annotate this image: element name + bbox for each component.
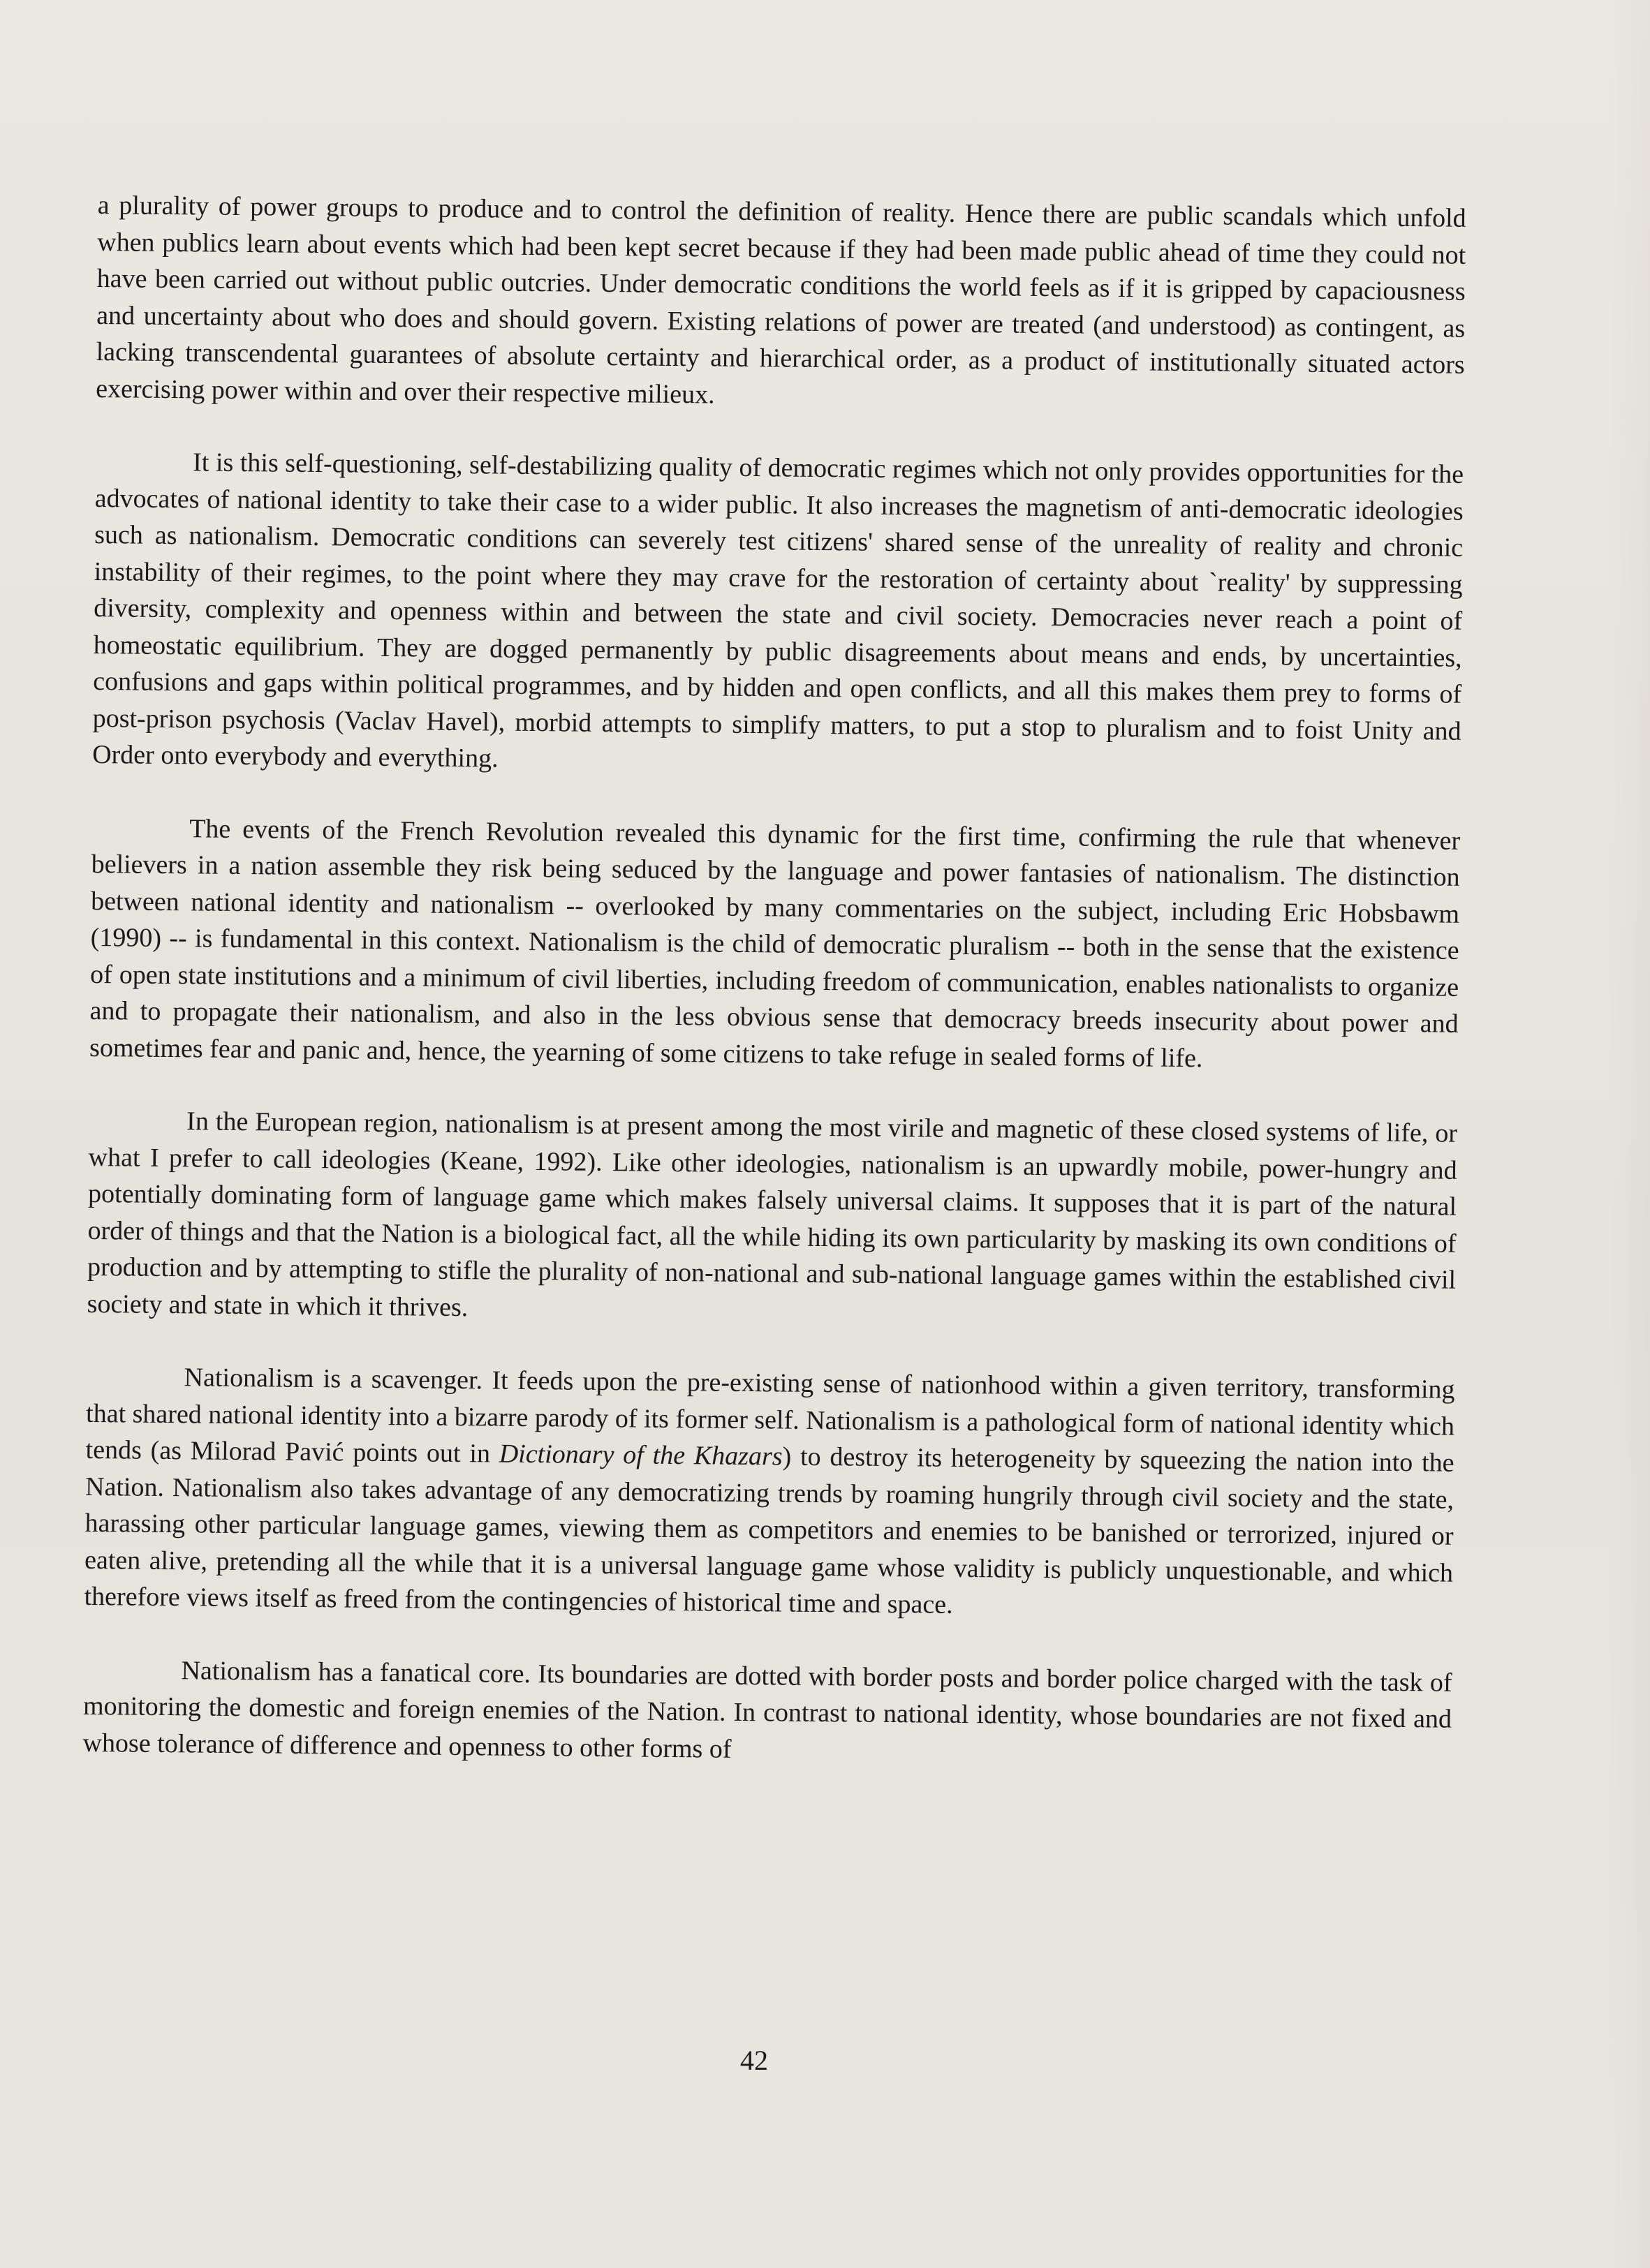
paragraph-2: It is this self-questioning, self-destabilizing quality of democratic regimes which not only provides opportunities for the advocates of national identity to take their case to a wider public. It also increases the magnetism of anti-democratic ideologies such as nationalism. Democratic conditions can severely test citizens' shared sense of the unreality of reality and chronic instability of their regimes, to the point where they may crave for the restoration of certainty about `reality' by suppressing diversity, complexity and openness within and between the state and civil society. Democracies never reach a point of homeostatic equilibrium. They are dogged permanently by public disagreements about means and ends, by uncertainties, confusions and gaps within political programmes, and by hidden and open conflicts, and all this makes them prey to forms of post-prison psychosis (Vaclav Havel), morbid attempts to simplify matters, to put a stop to pluralism and to foist Unity and Order onto everybody and everything.: [91, 447, 1464, 773]
paragraph-3: The events of the French Revolution revealed this dynamic for the first time, confirming the rule that whenever believers in a nation assemble they risk being seduced by the language and power fantasies of nationalism. The distinction between national identity and nationalism -- overlooked by many commentaries on the subject, including Eric Hobsbawm (1990) -- is fundamental in this context. Nationalism is the child of democratic pluralism -- both in the sense that the existence of open state institutions and a minimum of civil liberties, including freedom of communication, enables nationalists to organize and to propagate their nationalism, and also in the less obvious sense that democracy breeds insecurity about power and sometimes fear and panic and, hence, the yearning of some citizens to take refuge in sealed forms of life.: [89, 813, 1461, 1073]
paragraph-5-text-after: ) to destroy its heterogeneity by squeezing the nation into the Nation. Nationalism also takes advantage of any democratizing trends by roaming hungrily through civil society and the state, harassing other particular language games, viewing them as competitors and enemies to be banished or terrorized, injured or eaten alive, pretending all the while that it is a universal language game whose validity is publicly unquestionable, and which therefore views itself as freed from the contingencies of historical time and space.: [84, 1441, 1454, 1620]
paragraph-6: Nationalism has a fanatical core. Its boundaries are dotted with border posts and border police charged with the task of monitoring the domestic and foreign enemies of the Nation. In contrast to national identity, whose boundaries are not fixed and whose tolerance of difference and openness to other forms of: [82, 1655, 1452, 1764]
paragraph-5: [84, 1358, 1454, 1628]
page-edge-shadow: [1608, 0, 1650, 2268]
paragraph-5-text-before: Nationalism is a scavenger. It feeds upon the pre-existing sense of nationhood within a given territory, transforming that shared national identity into a bizarre parody of its former self. Nationalism is a pathological form of national identity which tends (as Milorad Pavić points out in: [85, 1363, 1455, 1469]
paragraph-1: a plurality of power groups to produce and to control the definition of reality. Hence there are public scandals which unfold when publics learn about events which had been kept secret because if they had been made public ahead of time they could not have been carried out without public outcries. Under democratic conditions the world feels as if it is gripped by capaciousness and uncertainty about who does and should govern. Existing relations of power are treated (and understood) as contingent, as lacking transcendental guarantees of absolute certainty and hierarchical order, as a product of institutionally situated actors exercising power within and over their respective milieux.: [96, 190, 1466, 409]
paragraph-4: In the European region, nationalism is at present among the most virile and magnetic of these closed systems of life, or what I prefer to call ideologies (Keane, 1992). Like other ideologies, nationalism is an upwardly mobile, power-hungry and potentially dominating form of language game which makes falsely universal claims. It supposes that it is part of the natural order of things and that the Nation is a biological fact, all the while hiding its own particularity by masking its own conditions of production and by attempting to stifle the plurality of non-national and sub-national language games within the established civil society and state in which it thrives.: [87, 1106, 1458, 1322]
book-title-italic: Dictionary of the Khazars: [499, 1439, 783, 1472]
body-text: [82, 187, 1466, 1811]
page-number: 42: [740, 2045, 768, 2076]
